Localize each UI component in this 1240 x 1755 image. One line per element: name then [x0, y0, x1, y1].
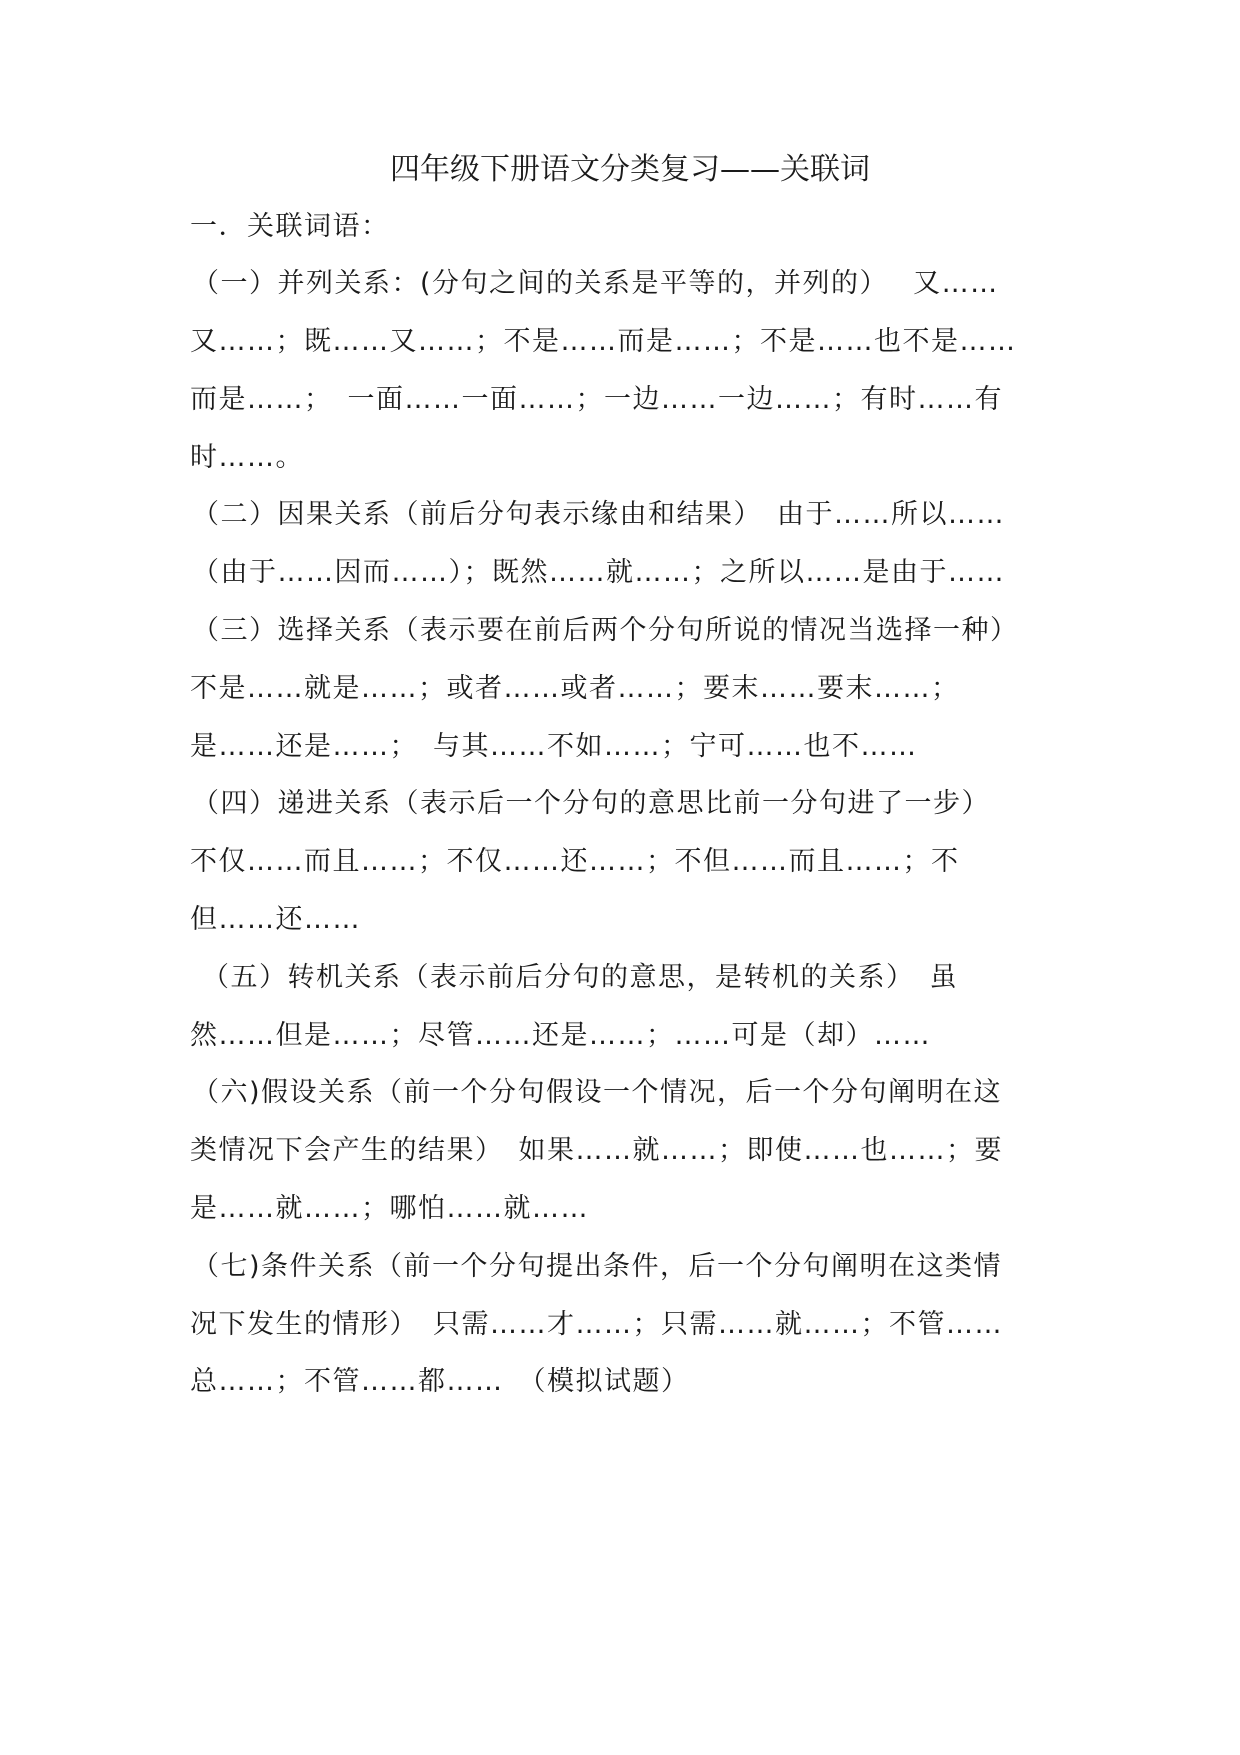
- text-line: 类情况下会产生的结果） 如果……就……；即使……也……；要: [190, 1135, 1003, 1166]
- text-line: 总……；不管……都…… （模拟试题）: [190, 1366, 690, 1397]
- text-line: （一）并列关系：(分句之间的关系是平等的，并列的） 又……: [192, 268, 999, 299]
- text-line: 不仅……而且……；不仅……还……；不但……而且……；不: [190, 846, 960, 877]
- text-line: 不是……就是……；或者……或者……；要末……要末……；: [190, 673, 960, 704]
- text-line: 况下发生的情形） 只需……才……；只需……就……；不管……: [190, 1309, 1003, 1340]
- text-line: （三）选择关系（表示要在前后两个分句所说的情况当选择一种）: [192, 615, 1019, 646]
- text-line: （七)条件关系（前一个分句提出条件，后一个分句阐明在这类情: [192, 1251, 1003, 1282]
- text-line: （二）因果关系（前后分句表示缘由和结果） 由于……所以……: [192, 499, 1005, 530]
- text-line: （六)假设关系（前一个分句假设一个情况，后一个分句阐明在这: [192, 1077, 1003, 1108]
- text-line: 又……；既……又……；不是……而是……；不是……也不是……: [190, 326, 1017, 357]
- text-line: （五）转机关系（表示前后分句的意思，是转机的关系） 虽: [202, 962, 958, 993]
- text-line: 而是……； 一面……一面……；一边……一边……；有时……有: [190, 384, 1003, 415]
- text-line: 但……还……: [190, 904, 361, 935]
- text-line: 时……。: [190, 442, 304, 473]
- text-line: 是……还是……； 与其……不如……；宁可……也不……: [190, 731, 918, 762]
- text-line: 是……就……；哪怕……就……: [190, 1193, 589, 1224]
- text-line: 然……但是……；尽管……还是……；……可是（却）……: [190, 1020, 931, 1051]
- document-page: [190, 150, 1070, 208]
- section-heading: 一．关联词语：: [190, 211, 390, 242]
- document-title: 四年级下册语文分类复习——关联词: [390, 152, 870, 187]
- text-line: （由于……因而……）；既然……就……；之所以……是由于……: [192, 557, 1005, 588]
- text-line: （四）递进关系（表示后一个分句的意思比前一分句进了一步）: [192, 788, 990, 819]
